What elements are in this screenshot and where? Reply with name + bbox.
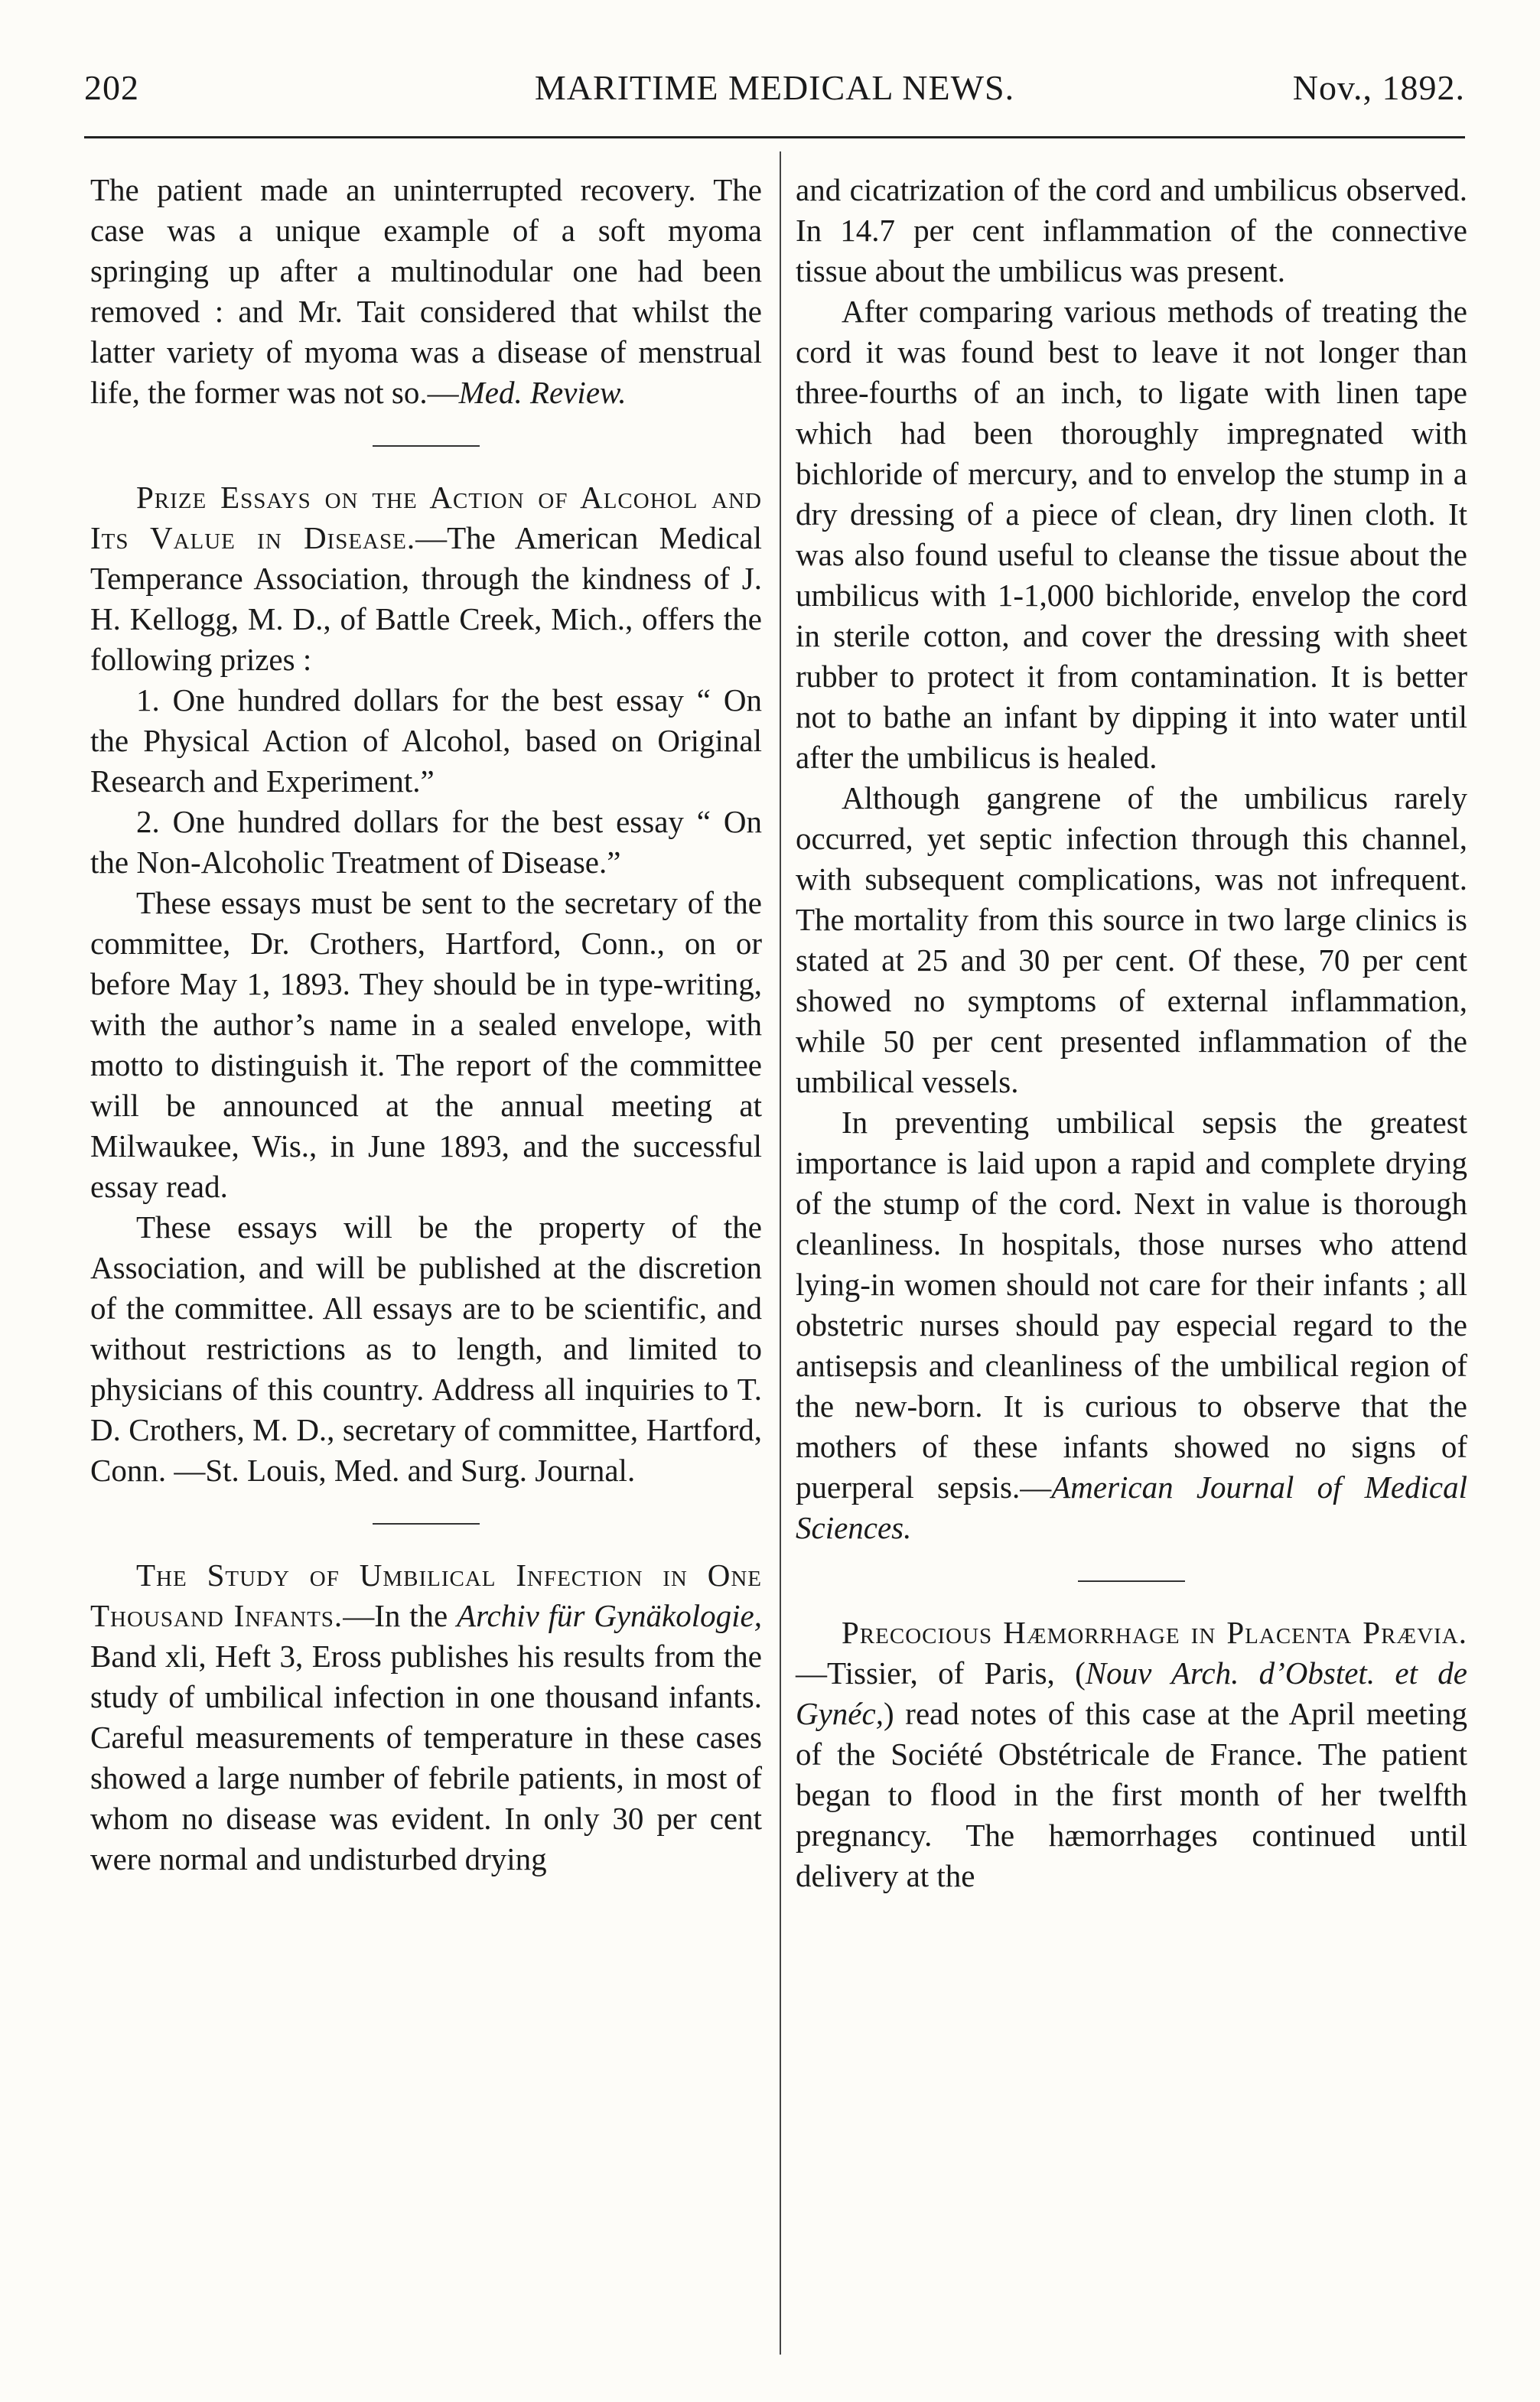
prize-property-paragraph: These essays will be the property of the Association, and will be published at the discretion of the committee. All essays are to be scientific, and without restrictions as to length, and limited to physicians of this country. Address all inquiries to T. D. Crothers, M. D., secretary of committee, Hartford, Conn. —St. Louis, Med. and Surg. Journal.: [90, 1209, 762, 1488]
prize-conditions-paragraph: These essays must be sent to the secretary of the committee, Dr. Crothers, Hartford, Conn., on or before May 1, 1893. They should be in type-writing, with the author’s name in a sealed envelope, with motto to distinguish it. The report of the committee will be announced at the annual meeting at Milwaukee, Wis., in June 1893, and the successful essay read.: [90, 885, 762, 1204]
precocious-paragraph: [796, 1613, 1467, 1896]
page-number: 202: [84, 68, 139, 107]
prize-item-2: 2. One hundred dollars for the best essay “ On the Non-Alcoholic Treatment of Disease.”: [90, 804, 762, 880]
precocious-text-a: —Tissier, of Paris, (: [796, 1655, 1086, 1691]
section-divider: [373, 445, 480, 447]
review-source: Med. Review.: [458, 375, 627, 410]
study-journal: Archiv für Gynäkologie,: [457, 1598, 762, 1633]
precocious-journal: Nouv Arch. d’Obstet. et de Gynéc,: [796, 1655, 1467, 1731]
precocious-heading: Precocious Hæmorrhage in Placenta Prævia.: [842, 1615, 1467, 1650]
review-text: The patient made an uninterrupted recovery. The case was a unique example of a soft myoma springing up after a multinodular one had been removed : and Mr. Tait considered that whilst the latter variety of myoma was a disease of menstrual life, the former was not so.—: [90, 172, 762, 410]
section-divider: [373, 1523, 480, 1525]
umbilicus-paragraph-3: Although gangrene of the umbilicus rarely occurred, yet septic infection through this channel, with subsequent complications, was not infrequent. The mortality from this source in two large clinics is stated at 25 and 30 per cent. Of these, 70 per cent showed no symptoms of external inflammation, while 50 per cent presented inflammation of the umbilical vessels.: [796, 780, 1467, 1099]
umbilicus-paragraph-1: and cicatrization of the cord and umbilicus observed. In 14.7 per cent inflammation of the connective tissue about the umbilicus was present.: [796, 172, 1467, 288]
study-heading: The Study of Umbilical Infection in One Thousand Infants.: [90, 1557, 762, 1633]
journal-title: MARITIME MEDICAL NEWS.: [534, 68, 1015, 107]
umbilicus-text-4: In preventing umbilical sepsis the greatest importance is laid upon a rapid and complete drying of the stump of the cord. Next in value is thorough cleanliness. In hospitals, those nurses who attend lying-in women should not care for their infants ; all obstetric nurses should pay especial regard to the antisepsis and cleanliness of the umbilical region of the new-born. It is curious to observe that the mothers of these infants showed no signs of puerperal sepsis.—: [796, 1105, 1467, 1505]
prize-intro-paragraph: [90, 477, 762, 680]
review-paragraph: [90, 170, 762, 413]
umbilicus-paragraph-4: [796, 1102, 1467, 1548]
study-text-b: Band xli, Heft 3, Eross publishes his results from the study of umbilical infection in one thousand infants. Careful measurements of temperature in these cases showed a large number of febrile patients, in most of whom no disease was evident. In only 30 per cent were normal and undisturbed drying: [90, 1639, 762, 1876]
column-divider: [780, 151, 781, 2355]
prize-item-1: 1. One hundred dollars for the best essay “ On the Physical Action of Alcohol, based on Original Research and Experiment.”: [90, 682, 762, 799]
umbilicus-paragraph-2: After comparing various methods of treating the cord it was found best to leave it not longer than three-fourths of an inch, to ligate with linen tape which had been thoroughly impregnated with bichloride of mercury, and to envelop the stump in a dry dressing of a piece of clean, dry linen cloth. It was also found useful to cleanse the tissue about the umbilicus with 1-1,000 bichloride, envelop the cord in sterile cotton, and cover the dressing with sheet rubber to protect it from contamination. It is better not to bathe an infant by dipping it into water until after the umbilicus is healed.: [796, 294, 1467, 775]
study-paragraph: [90, 1555, 762, 1880]
prize-heading: Prize Essays on the Action of Alcohol and Its Value in Disease.: [90, 480, 762, 555]
left-column: [90, 170, 762, 1880]
right-column: [796, 170, 1467, 1896]
precocious-text-b: ) read notes of this case at the April meeting of the Société Obstétricale de France. The patient began to flood in the first month of her twelfth pregnancy. The hæmorrhages continued until delivery at the: [796, 1696, 1467, 1893]
prize-intro: —The American Medical Temperance Association, through the kindness of J. H. Kellogg, M. D., of Battle Creek, Mich., offers the following prizes :: [90, 520, 762, 677]
section-divider: [1078, 1580, 1185, 1582]
umbilicus-source: American Journal of Medical Sciences.: [796, 1470, 1468, 1545]
issue-date: Nov., 1892.: [1292, 68, 1465, 107]
header-rule: [84, 136, 1465, 138]
running-header: [84, 67, 1465, 121]
study-text-a: —In the: [343, 1598, 457, 1633]
